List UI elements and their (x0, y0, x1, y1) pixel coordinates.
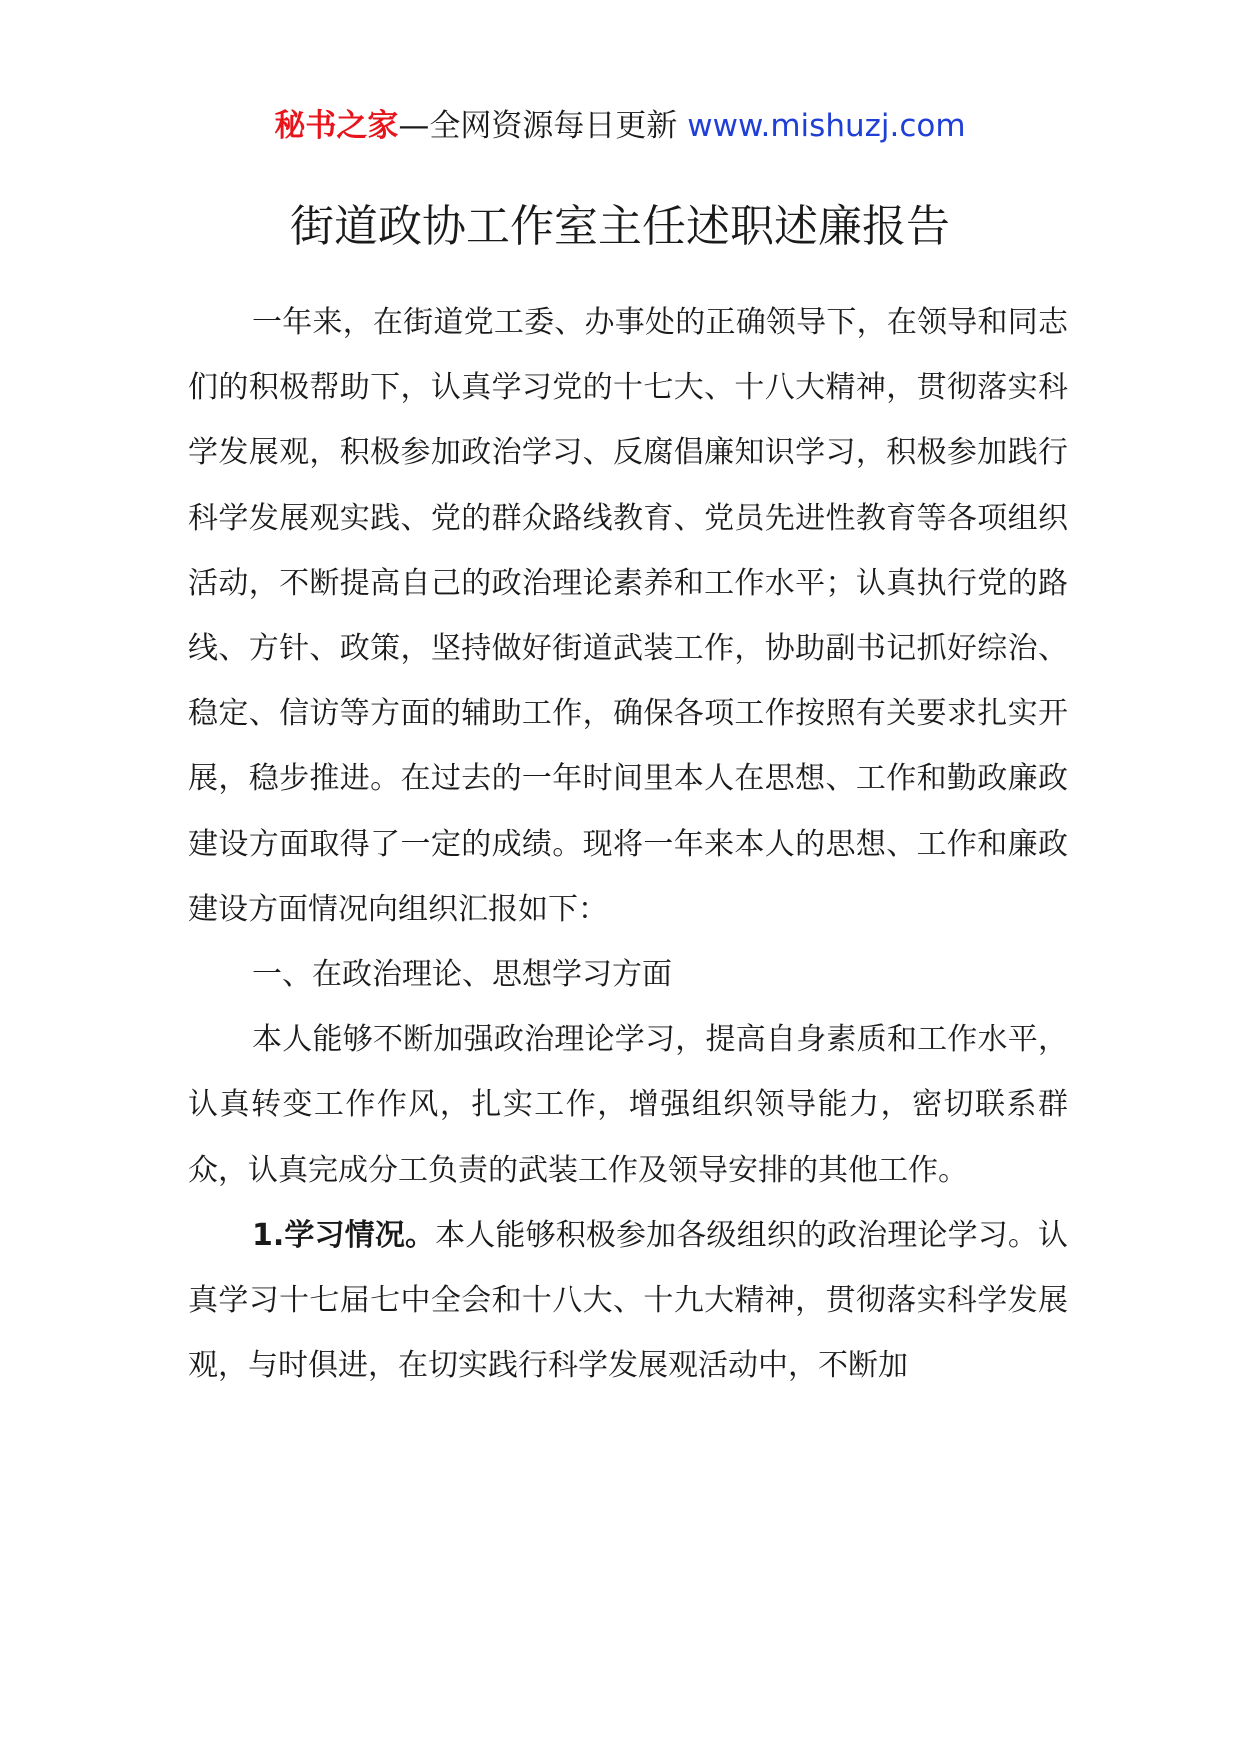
site-header (0, 98, 1240, 154)
paragraph-political-theory: 本人能够不断加强政治理论学习，提高自身素质和工作水平，认真转变工作作风，扎实工作，增强组织领导能力，密切联系群众，认真完成分工负责的武装工作及领导安排的其他工作。 (188, 1022, 1068, 1188)
study-situation-text: 本人能够积极参加各级组织的政治理论学习。认真学习十七届七中全会和十八大、十九大精神，贯彻落实科学发展观，与时俱进，在切实践行科学发展观活动中，不断加 (188, 1217, 1069, 1384)
study-situation-lead: 1.学习情况。 (252, 1217, 436, 1253)
paragraph-study-situation (188, 1203, 1068, 1399)
header-tagline: —全网资源每日更新 (398, 108, 688, 144)
brand-name: 秘书之家 (274, 108, 399, 144)
document-title: 街道政协工作室主任述职述廉报告 (290, 201, 950, 252)
header-url[interactable]: www.mishuzj.com (687, 108, 966, 144)
section-heading-political-theory: 一、在政治理论、思想学习方面 (252, 957, 672, 993)
document-body (188, 290, 1068, 1398)
paragraph-intro: 一年来，在街道党工委、办事处的正确领导下，在领导和同志们的积极帮助下，认真学习党的十七大、十八大精神，贯彻落实科学发展观，积极参加政治学习、反腐倡廉知识学习，积极参加践行科学发展观实践、党的群众路线教育、党员先进性教育等各项组织活动，不断提高自己的政治理论素养和工作水平；认真执行党的路线、方针、政策，坚持做好街道武装工作，协助副书记抓好综治、稳定、信访等方面的辅助工作，确保各项工作按照有关要求扎实开展，稳步推进。在过去的一年时间里本人在思想、工作和勤政廉政建设方面取得了一定的成绩。现将一年来本人的思想、工作和廉政建设方面情况向组织汇报如下： (188, 305, 1068, 927)
